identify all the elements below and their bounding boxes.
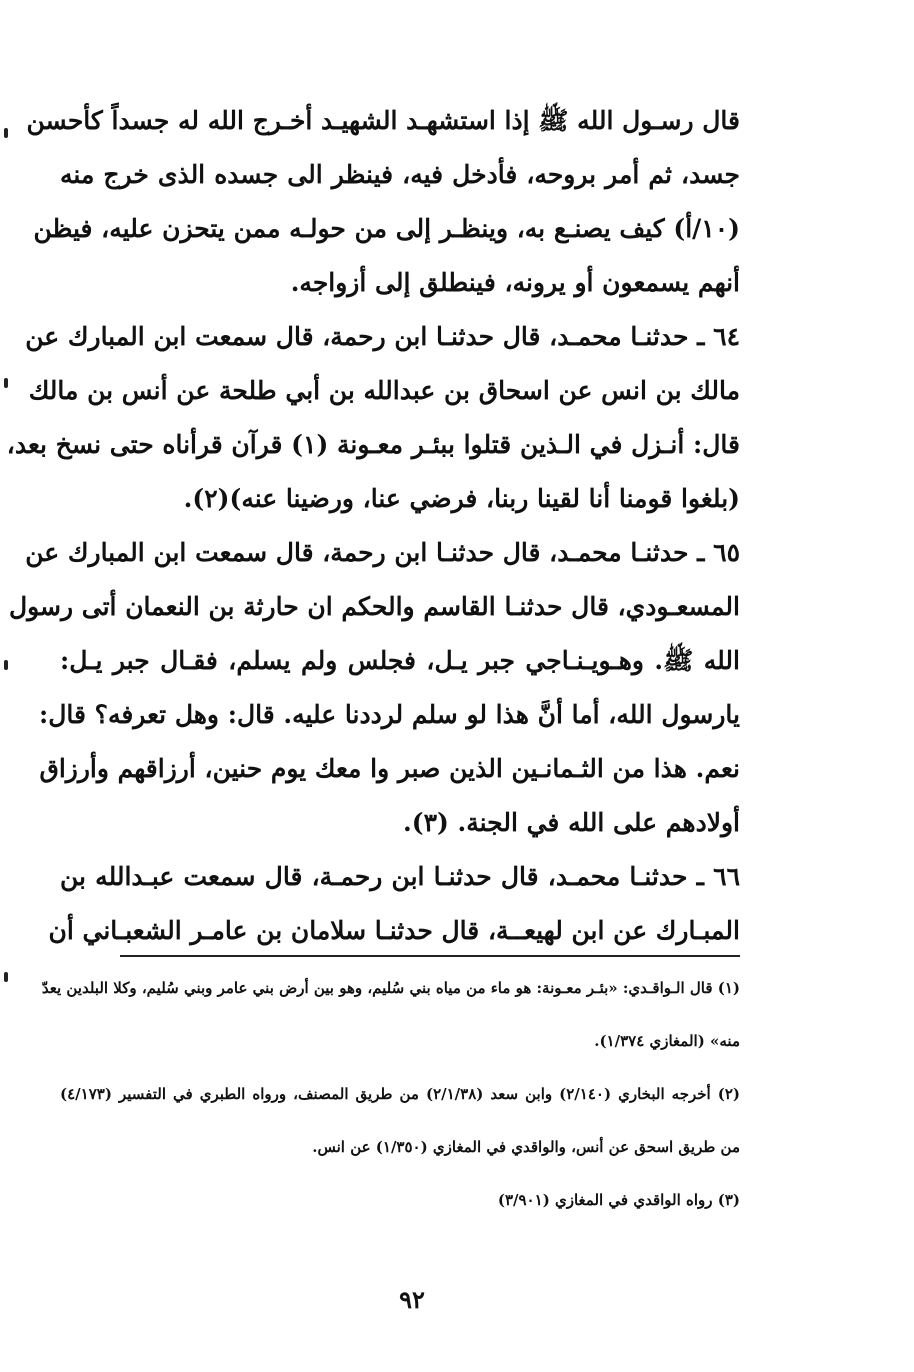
text-line: جسد، ثم أمر بروحه، فأدخل فيه، فينظر الى جسده الذى خرج منه [60, 160, 740, 189]
text-line: (بلغوا قومنا أنا لقينا ربنا، فرضي عنا، ورضينا عنه)(٢). [183, 484, 740, 513]
text-line: المبـارك عن ابن لهيعــة، قال حدثنـا سلامان بن عامـر الشعبـاني أن [48, 916, 740, 945]
text-line: قال رسـول الله ﷺ إذا استشهـد الشهيـد أخـرج الله له جسداً كأحسن [26, 106, 740, 135]
main-text [6, 94, 740, 958]
text-line: ٦٥ ـ حدثنـا محمـد، قال حدثنـا ابن رحمة، قال سمعت ابن المبارك عن [25, 538, 740, 567]
footnotes [41, 962, 740, 1227]
footnote-line: من طريق اسحق عن أنس، والواقدي في المغازي (١/٣٥٠) عن انس. [312, 1138, 740, 1156]
footnote-line: (١) قال الـواقـدي: «بئـر معـونة: هو ماء من مياه بني سُليم، وهو بين أرض بني عامر وبني سُليم، وكلا البلدين يعدّ [41, 979, 740, 997]
margin-mark [4, 660, 8, 670]
text-line: ٦٤ ـ حدثنـا محمـد، قال حدثنـا ابن رحمة، قال سمعت ابن المبارك عن [25, 322, 740, 351]
text-line: المسعـودي، قال حدثنـا القاسم والحكم ان حارثة بن النعمان أتى رسول [8, 592, 740, 621]
text-line: (١٠/أ) كيف يصنـع به، وينظـر إلى من حولـه ممن يتحزن عليه، فيظن [33, 214, 740, 243]
margin-mark [4, 378, 8, 388]
text-line: نعم. هذا من الثـمانـين الذين صبر وا معك يوم حنين، أرزاقهم وأرزاق [39, 754, 740, 783]
text-line: الله ﷺ. وهـويـنـاجي جبر يـل، فجلس ولم يسلم، فقـال جبر يـل: [60, 646, 740, 675]
text-line: مالك بن انس عن اسحاق بن عبدالله بن أبي طلحة عن أنس بن مالك [28, 376, 740, 405]
margin-mark [4, 128, 8, 138]
margin-mark [4, 972, 8, 982]
page-number: ٩٢ [399, 1285, 425, 1314]
footnote-line: (٢) أخرجه البخاري (٢/١٤٠) وابن سعد (٢/١/٣٨) من طريق المصنف، ورواه الطبري في التفسير (٤/١٧٣) [60, 1085, 740, 1103]
footnote-line: (٣) رواه الواقدي في المغازي (٣/٩٠١) [497, 1191, 740, 1209]
footnote-separator [120, 955, 740, 957]
text-line: أنهم يسمعون أو يرونه، فينطلق إلى أزواجه. [290, 268, 740, 297]
text-line: أولادهم على الله في الجنة. (٣). [403, 808, 740, 837]
footnote-line: منه» (المغازي ١/٣٧٤). [594, 1032, 740, 1050]
text-line: قال: أنـزل في الـذين قتلوا ببئـر معـونة (١) قرآن قرأناه حتى نسخ بعد، [6, 430, 740, 459]
text-line: يارسول الله، أما أنَّ هذا لو سلم لرددنا عليه. قال: وهل تعرفه؟ قال: [39, 700, 740, 729]
text-line: ٦٦ ـ حدثنـا محمـد، قال حدثنـا ابن رحمـة، قال سمعت عبـدالله بن [60, 862, 740, 891]
